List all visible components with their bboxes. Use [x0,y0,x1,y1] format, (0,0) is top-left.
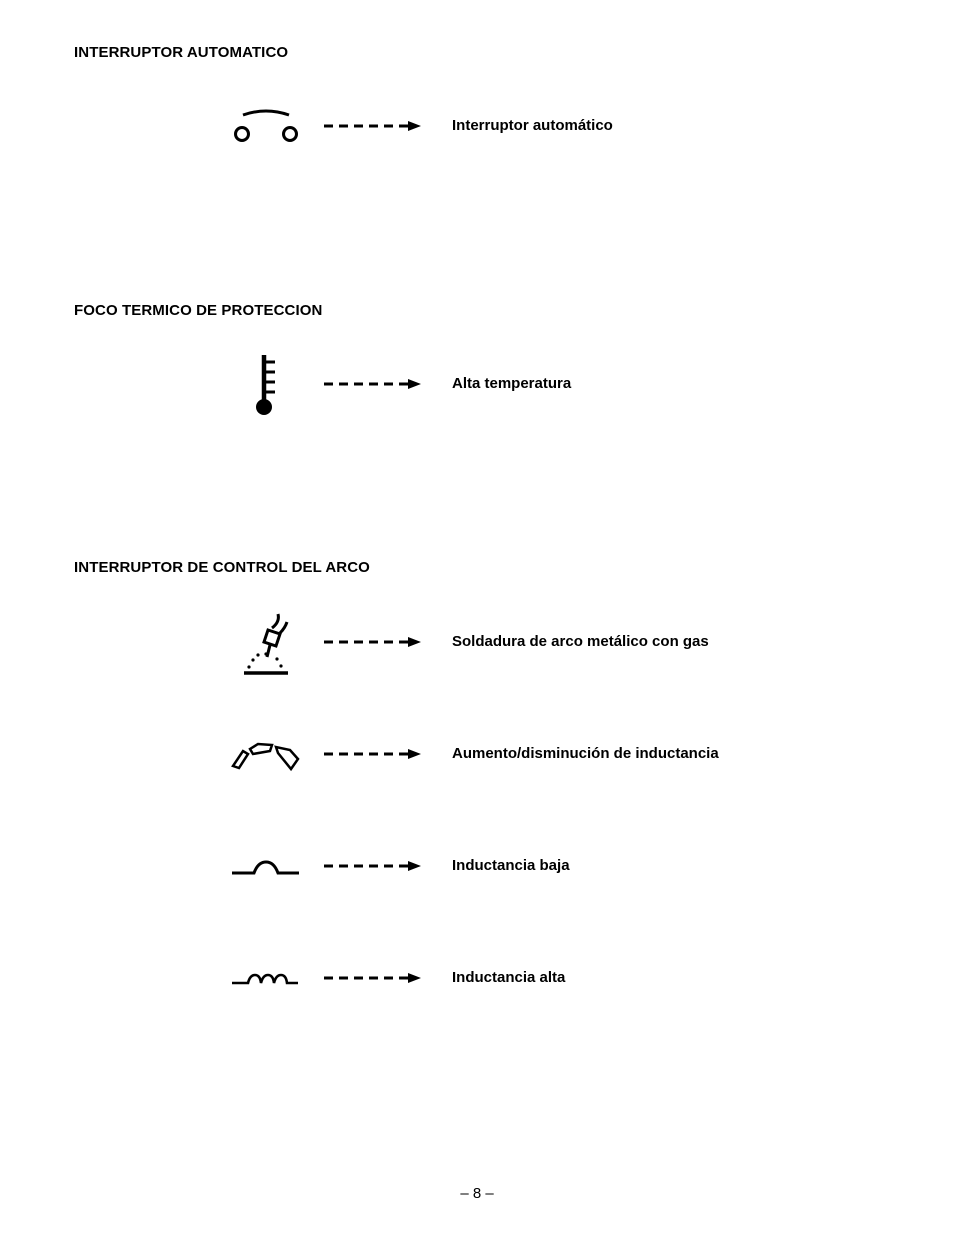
section-heading-control-arco: INTERRUPTOR DE CONTROL DEL ARCO [74,559,370,576]
symbol-label: Interruptor automático [452,117,613,134]
section-heading-interruptor-automatico: INTERRUPTOR AUTOMATICO [74,44,289,61]
section-heading-foco-termico: FOCO TERMICO DE PROTECCION [74,302,323,319]
inductance-adjust-icon [228,716,304,792]
high-inductance-icon [228,940,304,1016]
dashed-arrow-icon [322,748,422,760]
dashed-arrow-icon [322,120,422,132]
symbol-label: Alta temperatura [452,375,572,392]
page-number: – 8 – [460,1185,494,1202]
dashed-arrow-icon [322,972,422,984]
symbol-label: Aumento/disminución de inductancia [452,745,719,762]
dashed-arrow-icon [322,378,422,390]
thermometer-icon [228,346,304,422]
symbol-label: Inductancia alta [452,969,566,986]
circuit-breaker-icon [228,88,304,164]
symbol-label: Soldadura de arco metálico con gas [452,633,709,650]
symbol-label: Inductancia baja [452,857,570,874]
dashed-arrow-icon [322,636,422,648]
gas-metal-arc-welding-icon [228,604,304,680]
low-inductance-icon [228,828,304,904]
dashed-arrow-icon [322,860,422,872]
